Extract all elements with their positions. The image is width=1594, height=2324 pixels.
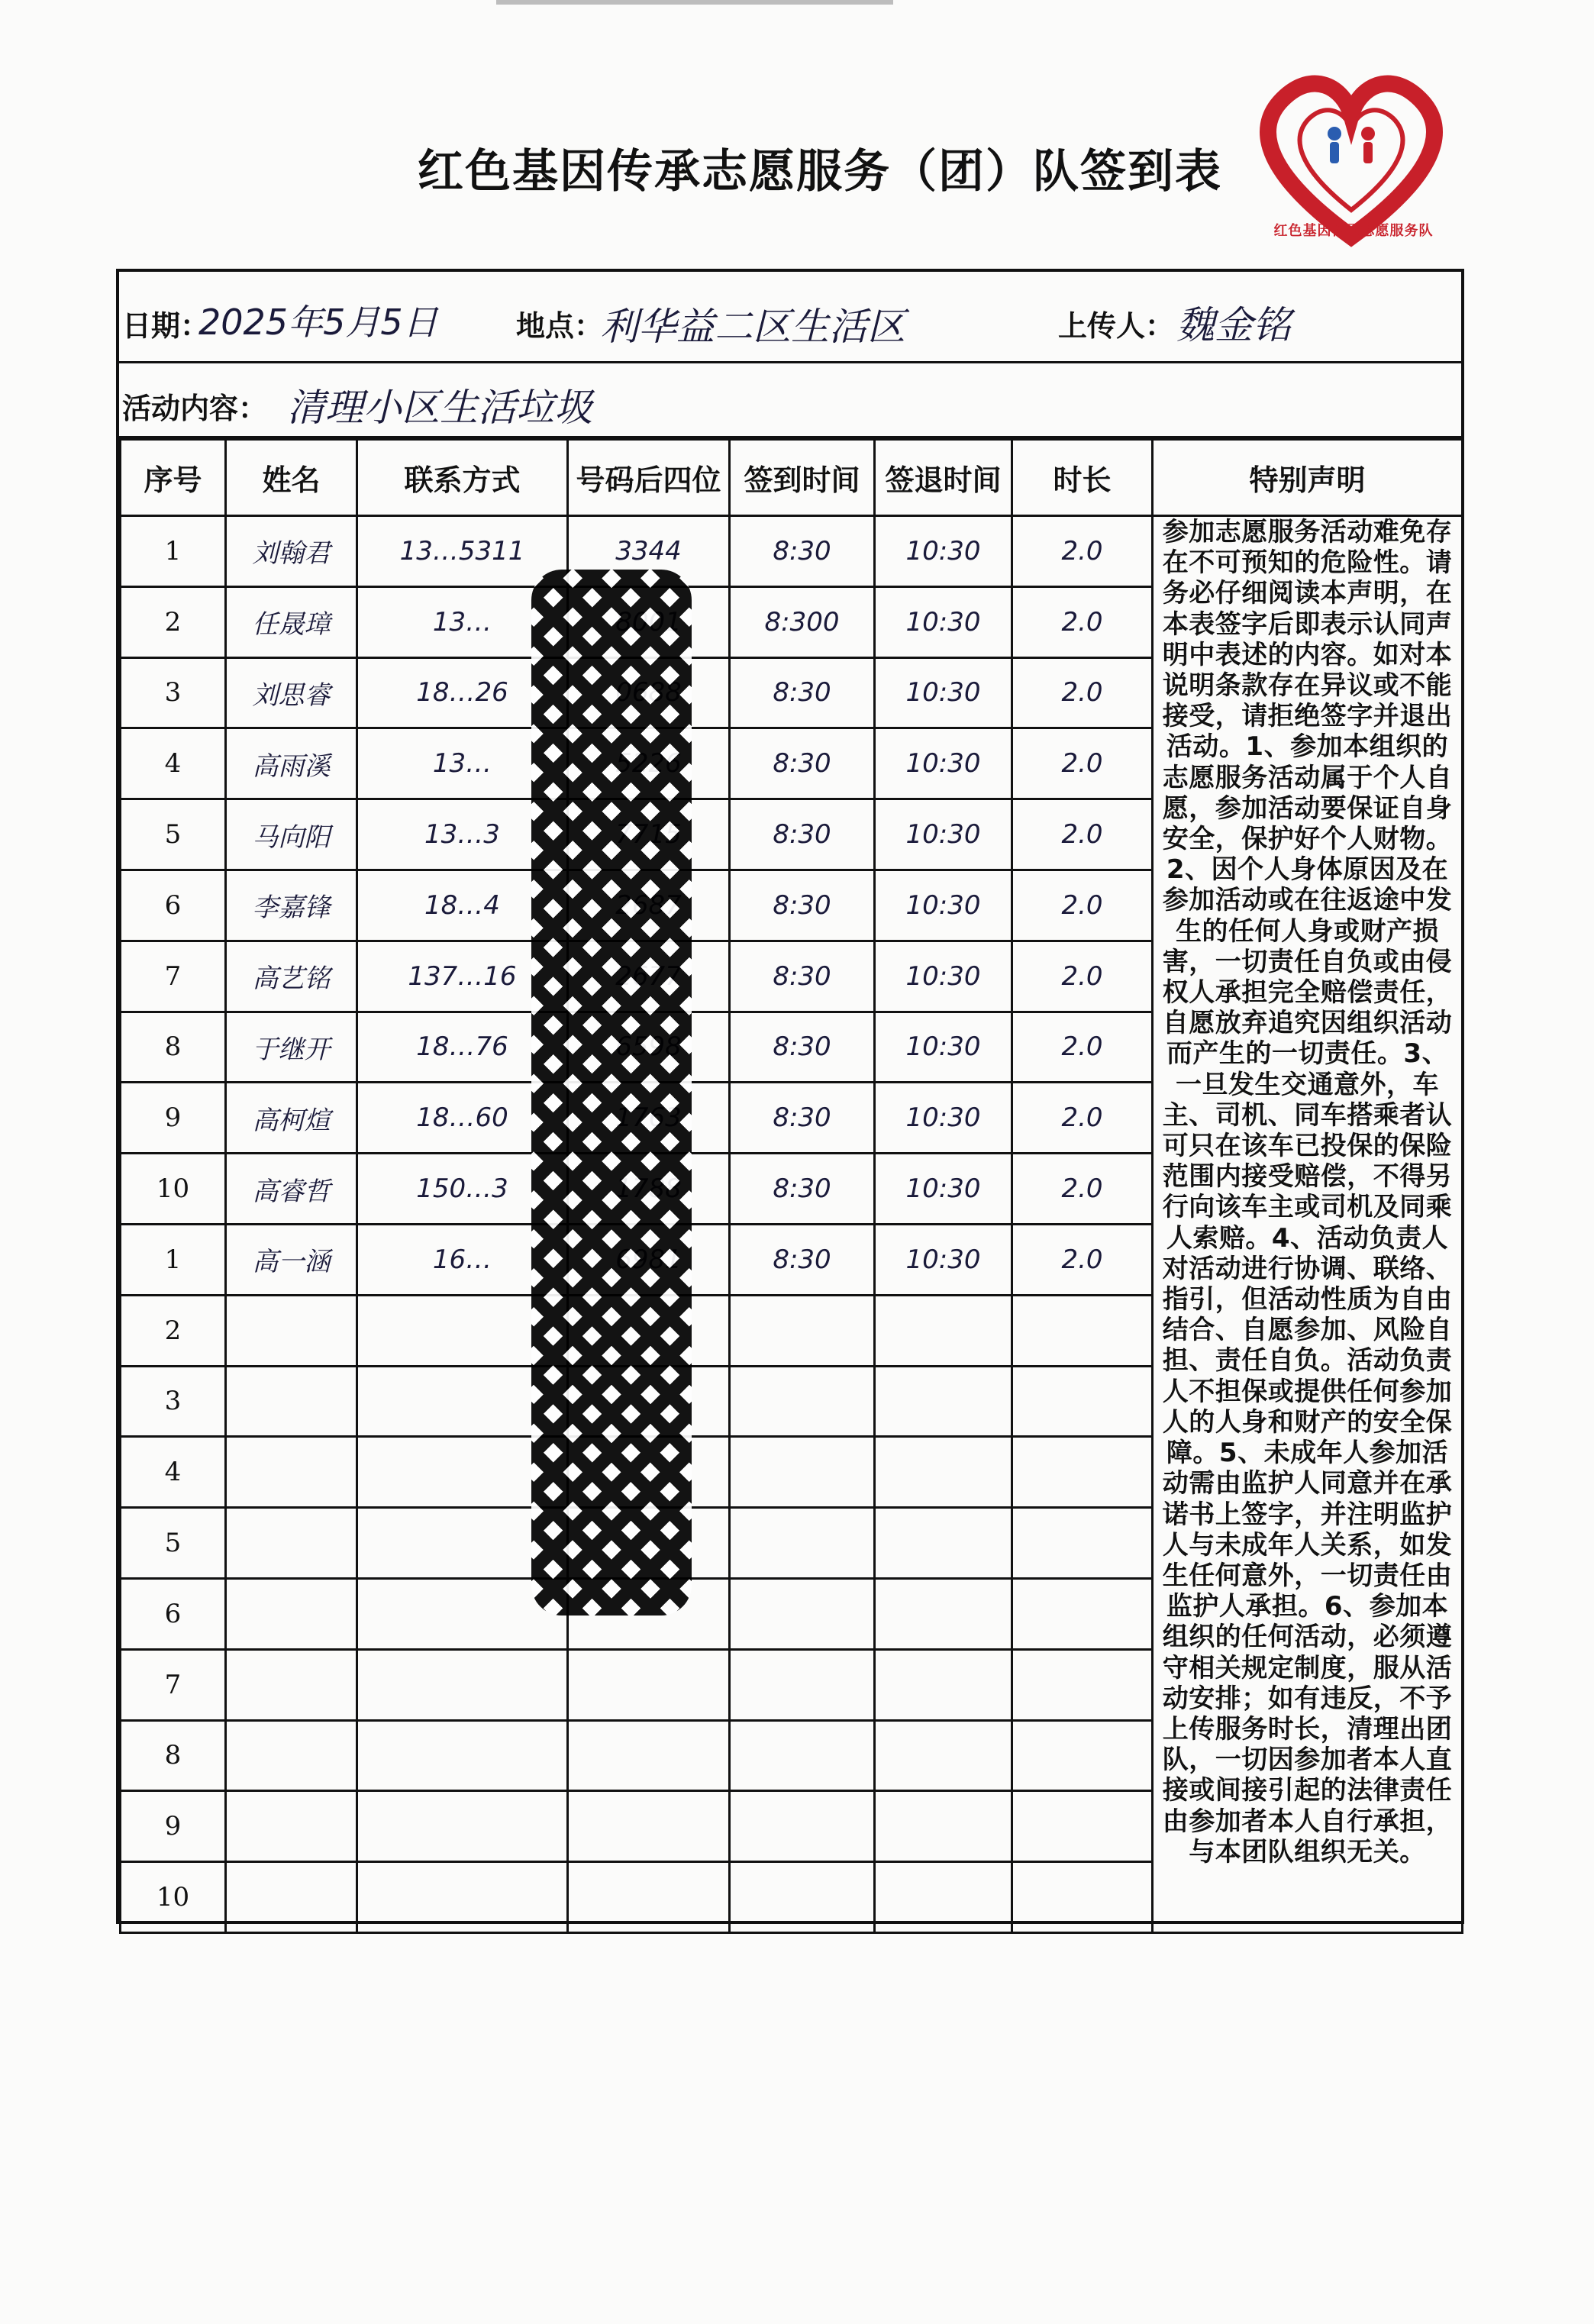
page-title: 红色基因传承志愿服务（团）队签到表	[418, 145, 1222, 199]
row-duration: 2.0	[1012, 516, 1153, 587]
row-no: 3	[121, 1366, 226, 1437]
row-no: 8	[121, 1720, 226, 1791]
row-no: 2	[121, 1295, 226, 1366]
row-checkin: 8:300	[730, 586, 875, 657]
row-duration: 2.0	[1012, 799, 1153, 870]
location-label: 地点：	[516, 309, 604, 343]
row-checkout: 10:30	[875, 516, 1012, 587]
row-phone: 16…	[357, 1224, 568, 1295]
activity-row	[119, 363, 1461, 438]
row-name: 高艺铭	[226, 941, 357, 1012]
row-checkin: 8:30	[730, 1154, 875, 1225]
row-name	[226, 1437, 357, 1508]
row-checkout	[875, 1578, 1012, 1649]
row-phone: 150…3	[357, 1154, 568, 1225]
row-checkin	[730, 1862, 875, 1933]
row-checkin: 8:30	[730, 799, 875, 870]
row-duration: 2.0	[1012, 1083, 1153, 1154]
row-duration	[1012, 1508, 1153, 1579]
row-phone: 18…60	[357, 1083, 568, 1154]
row-name	[226, 1862, 357, 1933]
row-name: 于继开	[226, 1012, 357, 1083]
row-duration	[1012, 1578, 1153, 1649]
row-duration	[1012, 1437, 1153, 1508]
row-duration: 2.0	[1012, 728, 1153, 799]
row-checkin	[730, 1720, 875, 1791]
location-value: 利华益二区生活区	[600, 305, 905, 349]
row-phone	[357, 1720, 568, 1791]
row-phone	[357, 1791, 568, 1862]
row-checkout	[875, 1862, 1012, 1933]
row-checkin	[730, 1508, 875, 1579]
row-phone: 13…5311	[357, 516, 568, 587]
sign-in-sheet	[116, 269, 1464, 1924]
logo-caption: 红色基因传承志愿服务队	[1273, 223, 1434, 239]
row-name: 李嘉锋	[226, 870, 357, 941]
row-no: 10	[121, 1154, 226, 1225]
date-label: 日期：	[122, 309, 210, 343]
row-name: 高一涵	[226, 1224, 357, 1295]
row-checkout	[875, 1508, 1012, 1579]
redaction-mask	[531, 570, 692, 1616]
col-header-name: 姓名	[226, 440, 357, 516]
row-duration: 2.0	[1012, 1012, 1153, 1083]
row-duration: 2.0	[1012, 1154, 1153, 1225]
row-name: 马向阳	[226, 799, 357, 870]
row-checkin: 8:30	[730, 516, 875, 587]
uploader-label: 上传人：	[1058, 309, 1175, 343]
row-last4	[568, 1720, 730, 1791]
row-checkout	[875, 1437, 1012, 1508]
row-phone: 13…	[357, 586, 568, 657]
col-header-duration: 时长	[1012, 440, 1153, 516]
row-duration: 2.0	[1012, 870, 1153, 941]
row-name	[226, 1295, 357, 1366]
table-header-row	[121, 440, 1463, 516]
row-no: 6	[121, 1578, 226, 1649]
row-phone: 13…	[357, 728, 568, 799]
row-no: 7	[121, 1649, 226, 1720]
row-name	[226, 1720, 357, 1791]
col-header-phone: 联系方式	[357, 440, 568, 516]
row-checkin: 8:30	[730, 1083, 875, 1154]
row-checkout	[875, 1791, 1012, 1862]
col-header-last4: 号码后四位	[568, 440, 730, 516]
row-duration	[1012, 1720, 1153, 1791]
activity-value: 清理小区生活垃圾	[287, 386, 592, 430]
row-checkin: 8:30	[730, 728, 875, 799]
row-phone	[357, 1862, 568, 1933]
date-value: 2025年5月5日	[198, 302, 438, 343]
row-phone: 18…26	[357, 657, 568, 728]
col-header-checkin: 签到时间	[730, 440, 875, 516]
row-name	[226, 1578, 357, 1649]
row-name: 高柯煊	[226, 1083, 357, 1154]
row-no: 3	[121, 657, 226, 728]
row-last4: 3344	[568, 516, 730, 587]
row-no: 9	[121, 1083, 226, 1154]
row-duration	[1012, 1649, 1153, 1720]
activity-label: 活动内容：	[122, 392, 268, 425]
paper-edge	[496, 0, 893, 5]
row-checkout: 10:30	[875, 870, 1012, 941]
row-name: 刘思睿	[226, 657, 357, 728]
row-phone	[357, 1649, 568, 1720]
row-checkout	[875, 1720, 1012, 1791]
special-declaration: 参加志愿服务活动难免存在不可预知的危险性。请务必仔细阅读本声明，在本表签字后即表示认同声明中表述的内容。如对本说明条款存在异议或不能接受，请拒绝签字并退出活动。1、参加本组织的志愿服务活动属于个人自愿，参加活动要保证自身安全，保护好个人财物。2、因个人身体原因及在参加活动或在往返途中发生的任何人身或财产损害，一切责任自负或由侵权人承担完全赔偿责任，自愿放弃追究因组织活动而产生的一切责任。3、一旦发生交通意外，车主、司机、同车搭乘者认可只在该车已投保的保险范围内接受赔偿，不得另行向该车主或司机及同乘人索赔。4、活动负责人对活动进行协调、联络、指引，但活动性质为自由结合、自愿参加、风险自担、责任自负。活动负责人不担保或提供任何参加人的人身和财产的安全保障。5、未成年人参加活动需由监护人同意并在承诺书上签字，并注明监护人与未成年人关系，如发生任何意外，一切责任由监护人承担。6、参加本组织的任何活动，必须遵守相关规定制度，服从活动安排；如有违反，不予上传服务时长，清理出团队，一切因参加者本人直接或间接引起的法律责任由参加者本人自行承担，与本团队组织无关。	[1153, 516, 1463, 1933]
col-header-declaration: 特别声明	[1153, 440, 1463, 516]
row-name	[226, 1366, 357, 1437]
row-no: 6	[121, 870, 226, 941]
row-checkout	[875, 1295, 1012, 1366]
row-duration: 2.0	[1012, 941, 1153, 1012]
row-duration	[1012, 1295, 1153, 1366]
row-no: 2	[121, 586, 226, 657]
uploader-value: 魏金铭	[1176, 303, 1291, 347]
row-duration: 2.0	[1012, 1224, 1153, 1295]
row-checkin	[730, 1791, 875, 1862]
row-last4	[568, 1791, 730, 1862]
col-header-no: 序号	[121, 440, 226, 516]
row-checkin	[730, 1649, 875, 1720]
row-duration	[1012, 1791, 1153, 1862]
row-checkin	[730, 1295, 875, 1366]
row-no: 4	[121, 1437, 226, 1508]
row-checkout: 10:30	[875, 728, 1012, 799]
row-checkout: 10:30	[875, 799, 1012, 870]
row-phone: 18…4	[357, 870, 568, 941]
row-checkout: 10:30	[875, 1012, 1012, 1083]
row-checkin: 8:30	[730, 657, 875, 728]
row-no: 8	[121, 1012, 226, 1083]
attendance-table	[119, 438, 1463, 1934]
row-name	[226, 1508, 357, 1579]
row-phone: 137…16	[357, 941, 568, 1012]
row-no: 10	[121, 1862, 226, 1933]
row-duration	[1012, 1862, 1153, 1933]
row-checkin: 8:30	[730, 870, 875, 941]
row-checkin: 8:30	[730, 1224, 875, 1295]
row-name	[226, 1649, 357, 1720]
row-name: 刘翰君	[226, 516, 357, 587]
col-header-checkout: 签退时间	[875, 440, 1012, 516]
row-checkin: 8:30	[730, 1012, 875, 1083]
row-name: 任晟璋	[226, 586, 357, 657]
row-last4	[568, 1862, 730, 1933]
table-row	[121, 516, 1463, 587]
row-checkin	[730, 1578, 875, 1649]
meta-row	[119, 272, 1461, 363]
row-checkout: 10:30	[875, 1083, 1012, 1154]
row-last4	[568, 1649, 730, 1720]
row-phone: 18…76	[357, 1012, 568, 1083]
row-checkout: 10:30	[875, 1224, 1012, 1295]
row-no: 5	[121, 1508, 226, 1579]
row-no: 1	[121, 516, 226, 587]
row-duration: 2.0	[1012, 657, 1153, 728]
row-name: 高睿哲	[226, 1154, 357, 1225]
row-checkin	[730, 1437, 875, 1508]
row-name: 高雨溪	[226, 728, 357, 799]
row-no: 9	[121, 1791, 226, 1862]
row-checkout: 10:30	[875, 941, 1012, 1012]
row-name	[226, 1791, 357, 1862]
row-no: 7	[121, 941, 226, 1012]
row-checkout	[875, 1366, 1012, 1437]
row-no: 1	[121, 1224, 226, 1295]
row-checkin: 8:30	[730, 941, 875, 1012]
row-checkout: 10:30	[875, 657, 1012, 728]
row-no: 4	[121, 728, 226, 799]
row-checkout: 10:30	[875, 586, 1012, 657]
row-checkout	[875, 1649, 1012, 1720]
row-phone: 13…3	[357, 799, 568, 870]
row-duration	[1012, 1366, 1153, 1437]
row-checkin	[730, 1366, 875, 1437]
row-checkout: 10:30	[875, 1154, 1012, 1225]
row-duration: 2.0	[1012, 586, 1153, 657]
row-no: 5	[121, 799, 226, 870]
